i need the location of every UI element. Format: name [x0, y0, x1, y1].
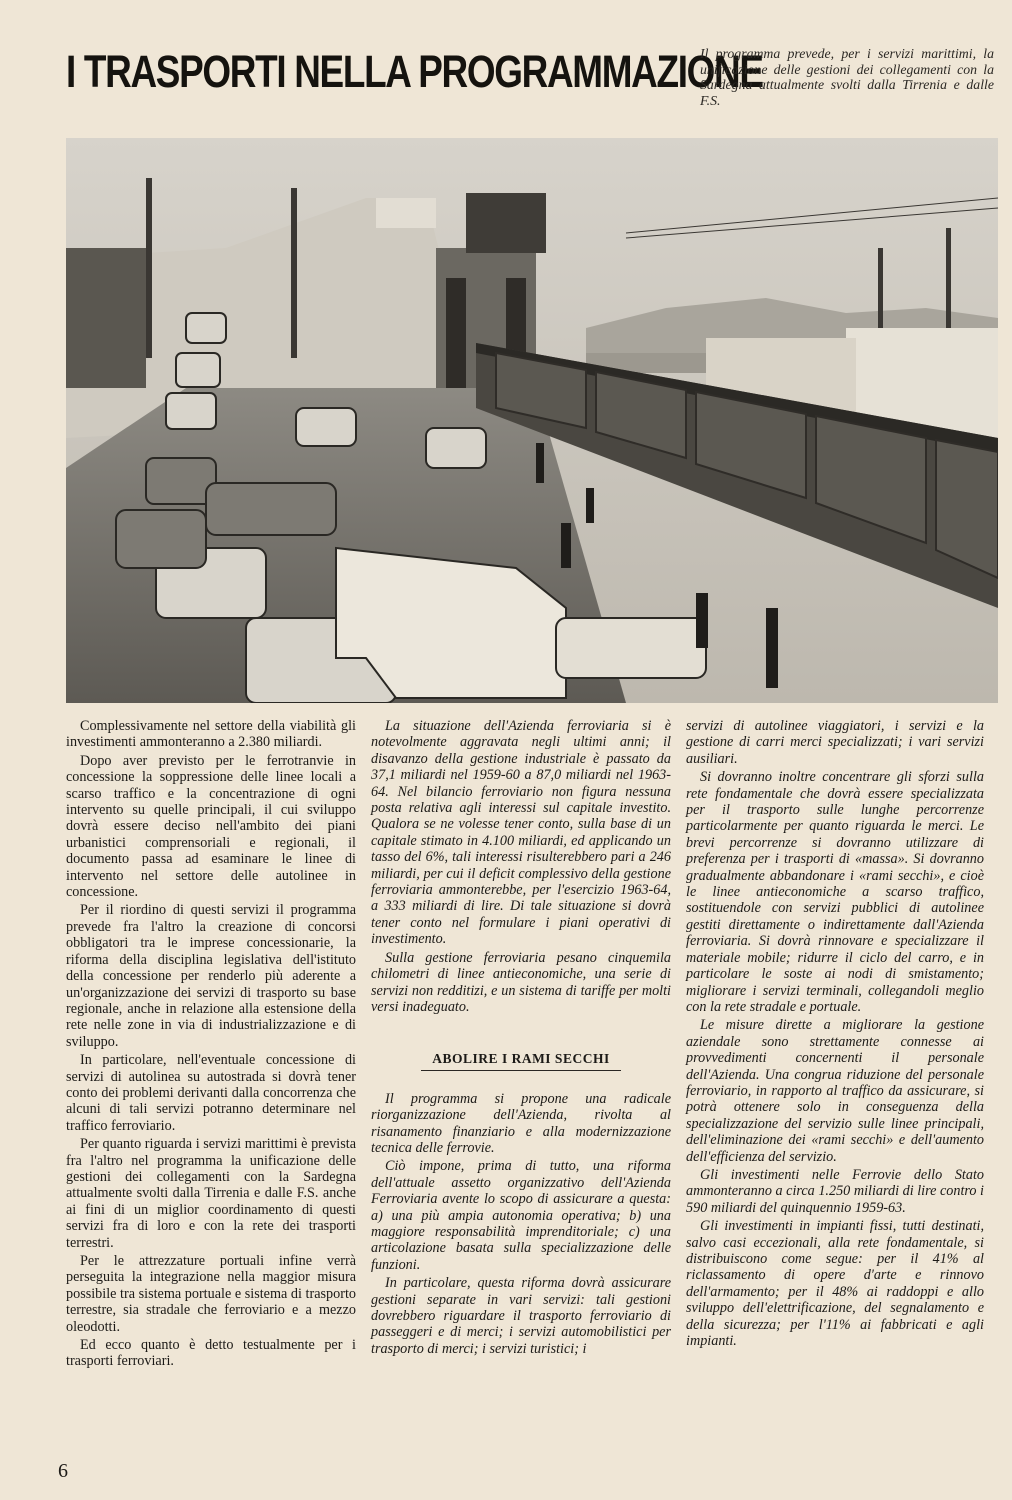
col1-paragraph: Dopo aver previsto per le ferrotranvie in concessione la soppressione delle linee locali a scarso traffico e la concentrazione di ogni intervento su quelle principali, il cui sviluppo dovrà essere deciso nell'ambito dei piani urbanistici comprensoriali e regionali, il documento passa ad esaminare le linee di intervento nel settore delle autolinee in concessione.	[66, 752, 356, 901]
column-2	[371, 718, 671, 1359]
col2-paragraph: Il programma si propone una radicale riorganizzazione dell'Azienda, rivolta al risanamento finanziario e alla modernizzazione tecnica delle ferrovie.	[371, 1090, 671, 1156]
col1-paragraph: In particolare, nell'eventuale concessione di servizi di autolinea su autostrada si dovrà tener conto dei problemi derivanti dalla concorrenza che alcuni di tali servizi potranno determinare nel traffico ferroviario.	[66, 1052, 356, 1134]
col2-paragraph: Ciò impone, prima di tutto, una riforma dell'attuale assetto organizzativo dell'Azienda Ferroviaria avente lo scopo di assicurare a questa: a) una più ampia autonomia operativa; b) una maggiore responsabilità imprenditoriale; c) una articolazione basata sulla specializzazione delle funzioni.	[371, 1158, 671, 1273]
column-3	[686, 718, 984, 1351]
standfirst: Il programma prevede, per i servizi marittimi, la unificazione delle gestioni dei collegamenti con la Sardegna attualmente svolti dalla Tirrenia e dalle F.S.	[700, 46, 994, 108]
subhead-text: ABOLIRE I RAMI SECCHI	[432, 1051, 610, 1067]
col1-paragraph: Ed ecco quanto è detto testualmente per i trasporti ferroviari.	[66, 1337, 356, 1370]
col1-paragraph: Per quanto riguarda i servizi marittimi è prevista fra l'altro nel programma la unificazione delle gestioni dei collegamenti con la Sardegna attualmente svolti dalla Tirrenia e dalle F.S. anche ai fini di un miglior coordinamento di questi servizi fra di loro e con la rete dei trasporti terrestri.	[66, 1136, 356, 1251]
col1-paragraph: Per le attrezzature portuali infine verrà perseguita la integrazione nella maggior misura possibile tra sistema portuale e sistema di trasporto terrestre, sia stradale che ferroviario e a mezzo oleodotti.	[66, 1253, 356, 1335]
col2-paragraph: Sulla gestione ferroviaria pesano cinquemila chilometri di linee antieconomiche, una serie di servizi non redditizi, e un sistema di tariffe per molti versi inadeguato.	[371, 949, 671, 1015]
col3-paragraph: Si dovranno inoltre concentrare gli sforzi sulla rete fondamentale che dovrà essere specializzata per il trasporto sulle lunghe percorrenze particolarmente per quanto riguarda le merci. Le brevi percorrenze si dovranno utilizzare di preferenza per i trasporti di «massa». Si dovranno gradualmente abbandonare i «rami secchi», e cioè le linee antieconomiche a scarso traffico, sostituendole con servizi pubblici di autolinee gestiti direttamente o indirettamente dall'Azienda ferroviaria. Si dovrà rinnovare e specializzare il materiale mobile; ridurre il ciclo del carro, e in particolare le soste ai nodi di smistamento; migliorare i servizi terminali, collegandoli meglio con la rete stradale e portuale.	[686, 769, 984, 1015]
headline: I TRASPORTI NELLA PROGRAMMAZIONE	[66, 46, 763, 97]
col3-paragraph: servizi di autolinee viaggiatori, i servizi e la gestione di carri merci specializzati; i vari servizi ausiliari.	[686, 718, 984, 767]
column-1	[66, 718, 356, 1372]
photo-illustration	[66, 138, 998, 703]
subhead-rule	[421, 1070, 621, 1071]
section-subhead	[371, 1051, 671, 1070]
photo-ferry-loading	[66, 138, 998, 703]
col3-paragraph: Gli investimenti in impianti fissi, tutti destinati, salvo casi eccezionali, alla rete fondamentale, si distribuiscono come segue: per il 41% al riclassamento di opere d'arte e rinnovo dell'armamento; per il 48% ai raddoppi e allo sviluppo dell'elettrificazione, del segnalamento e della sicurezza; per l'11% ai fabbricati e agli impianti.	[686, 1218, 984, 1350]
col3-paragraph: Le misure dirette a migliorare la gestione aziendale sono strettamente connesse ai provvedimenti concernenti il personale dell'Azienda. Una congrua riduzione del personale ferroviario, in rapporto al traffico da assicurare, si potrà ottenere solo in conseguenza della specializzazione del servizio sulle linee principali, dell'eliminazione dei «rami secchi» e dell'aumento dell'efficienza del servizio.	[686, 1017, 984, 1165]
col2-paragraph: La situazione dell'Azienda ferroviaria si è notevolmente aggravata negli ultimi anni; il disavanzo della gestione industriale è passato da 37,1 miliardi nel 1959-60 a 87,0 miliardi nel 1963-64. Nel bilancio ferroviario non figura nessuna posta relativa agli interessi sul capitale investito. Qualora se ne volesse tener conto, sulla base di un capitale stimato in 4.100 miliardi, ed applicando un tasso del 6%, tali interessi risulterebbero pari a 246 miliardi, per cui il deficit complessivo della gestione ferroviaria ammonterebbe, per l'esercizio 1963-64, a 333 miliardi di lire. Di tale situazione si dovrà tener conto nel formulare i piani operativi di investimento.	[371, 718, 671, 948]
col1-paragraph: Complessivamente nel settore della viabilità gli investimenti ammonteranno a 2.380 miliardi.	[66, 718, 356, 751]
col3-paragraph: Gli investimenti nelle Ferrovie dello Stato ammonteranno a circa 1.250 miliardi di lire contro i 590 miliardi del quinquennio 1959-63.	[686, 1166, 984, 1216]
page-number: 6	[58, 1460, 68, 1482]
col2-paragraph: In particolare, questa riforma dovrà assicurare gestioni separate in vari servizi: tali gestioni dovrebbero riguardare il trasporto ferroviario di passeggeri e di merci; i servizi automobilistici per trasporto di merci; i servizi turistici; i	[371, 1275, 671, 1357]
col1-paragraph: Per il riordino di questi servizi il programma prevede fra l'altro la creazione di concorsi obbligatori tra le imprese concessionarie, la riforma della disciplina legislativa dell'istituto della concessione per renderlo più aderente a un'organizzazione dei servizi di trasporto su base regionale, anche in relazione alla estensione della rete nelle zone in via di industrializzazione e di sviluppo.	[66, 902, 356, 1050]
